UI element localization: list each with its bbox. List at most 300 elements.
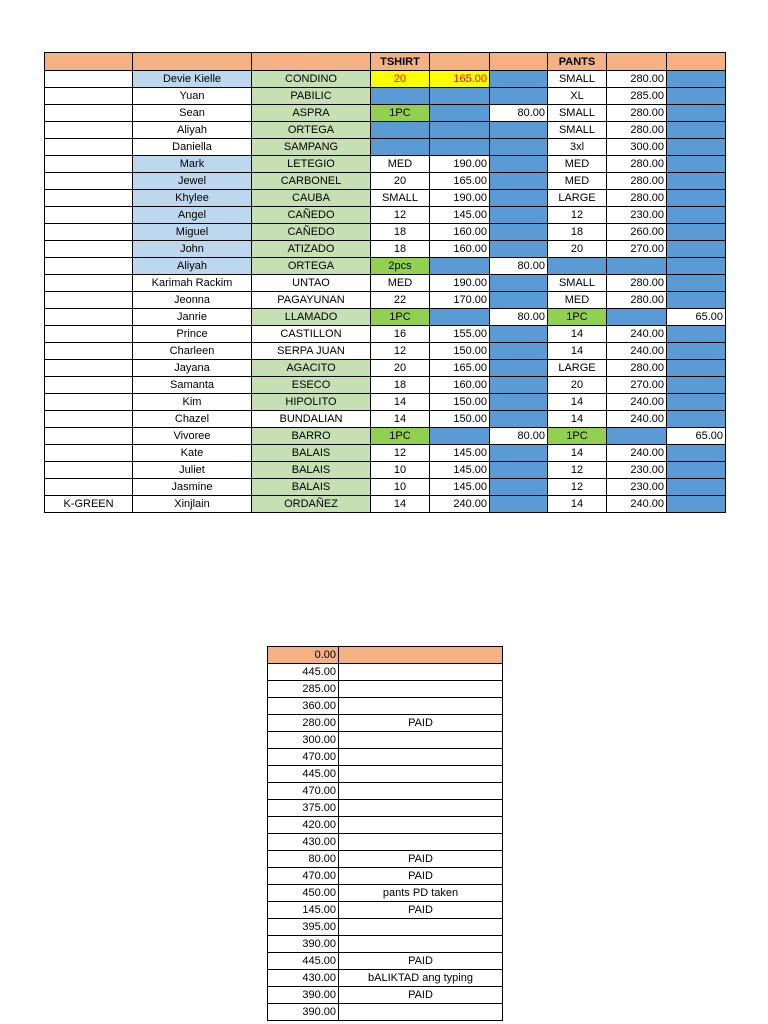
tshirt-price-cell: 150.00 bbox=[430, 411, 490, 428]
tag-cell bbox=[45, 88, 133, 105]
extra-price-cell bbox=[490, 445, 548, 462]
tag-cell bbox=[45, 207, 133, 224]
pants-price-cell: 240.00 bbox=[607, 411, 667, 428]
tshirt-price-cell: 160.00 bbox=[430, 377, 490, 394]
tag-cell bbox=[45, 343, 133, 360]
summary-amount-cell: 420.00 bbox=[268, 817, 339, 834]
column-header: TSHIRT bbox=[371, 53, 430, 71]
tag-cell bbox=[45, 411, 133, 428]
summary-amount-cell: 445.00 bbox=[268, 664, 339, 681]
last-name-cell: CAÑEDO bbox=[252, 224, 371, 241]
pants-size-cell: SMALL bbox=[548, 122, 607, 139]
tshirt-size-cell: 22 bbox=[371, 292, 430, 309]
pants-price-cell: 240.00 bbox=[607, 445, 667, 462]
last-name-cell: BALAIS bbox=[252, 445, 371, 462]
pants-size-cell: SMALL bbox=[548, 105, 607, 122]
tshirt-price-cell bbox=[430, 122, 490, 139]
table-row bbox=[45, 479, 726, 496]
pants-price-cell: 270.00 bbox=[607, 241, 667, 258]
tshirt-price-cell: 160.00 bbox=[430, 224, 490, 241]
tshirt-price-cell: 145.00 bbox=[430, 445, 490, 462]
pants-extra-cell bbox=[667, 343, 726, 360]
last-name-cell: LETEGIO bbox=[252, 156, 371, 173]
pants-price-cell: 280.00 bbox=[607, 156, 667, 173]
column-header bbox=[607, 53, 667, 71]
summary-amount-cell: 390.00 bbox=[268, 987, 339, 1004]
table-row bbox=[45, 292, 726, 309]
pants-size-cell: 14 bbox=[548, 445, 607, 462]
column-header bbox=[133, 53, 252, 71]
summary-status-cell: bALIKTAD ang typing bbox=[339, 970, 503, 987]
pants-extra-cell bbox=[667, 377, 726, 394]
tshirt-price-cell: 145.00 bbox=[430, 207, 490, 224]
pants-extra-cell bbox=[667, 445, 726, 462]
last-name-cell: SAMPANG bbox=[252, 139, 371, 156]
summary-status-cell: PAID bbox=[339, 953, 503, 970]
summary-amount-cell: 450.00 bbox=[268, 885, 339, 902]
first-name-cell: Jasmine bbox=[133, 479, 252, 496]
pants-size-cell: 12 bbox=[548, 207, 607, 224]
tag-cell bbox=[45, 190, 133, 207]
column-header bbox=[430, 53, 490, 71]
tshirt-price-cell: 190.00 bbox=[430, 275, 490, 292]
last-name-cell: CAUBA bbox=[252, 190, 371, 207]
tag-cell bbox=[45, 445, 133, 462]
tag-cell bbox=[45, 71, 133, 88]
pants-price-cell: 240.00 bbox=[607, 496, 667, 513]
extra-price-cell bbox=[490, 394, 548, 411]
summary-status-cell bbox=[339, 732, 503, 749]
pants-extra-cell bbox=[667, 479, 726, 496]
summary-row bbox=[268, 1004, 503, 1021]
column-header bbox=[45, 53, 133, 71]
last-name-cell: CONDINO bbox=[252, 71, 371, 88]
last-name-cell: ATIZADO bbox=[252, 241, 371, 258]
summary-row bbox=[268, 698, 503, 715]
pants-price-cell bbox=[607, 309, 667, 326]
summary-amount-cell: 285.00 bbox=[268, 681, 339, 698]
pants-size-cell: 14 bbox=[548, 411, 607, 428]
table-row bbox=[45, 462, 726, 479]
summary-status-cell bbox=[339, 936, 503, 953]
last-name-cell: ASPRA bbox=[252, 105, 371, 122]
summary-row bbox=[268, 902, 503, 919]
tshirt-price-cell: 145.00 bbox=[430, 462, 490, 479]
last-name-cell: BALAIS bbox=[252, 479, 371, 496]
table-row bbox=[45, 88, 726, 105]
tag-cell bbox=[45, 275, 133, 292]
first-name-cell: Yuan bbox=[133, 88, 252, 105]
extra-price-cell bbox=[490, 207, 548, 224]
first-name-cell: Kim bbox=[133, 394, 252, 411]
pants-price-cell: 280.00 bbox=[607, 71, 667, 88]
pants-size-cell: MED bbox=[548, 173, 607, 190]
pants-size-cell: 12 bbox=[548, 462, 607, 479]
summary-total-cell: 0.00 bbox=[268, 647, 339, 664]
first-name-cell: Khylee bbox=[133, 190, 252, 207]
last-name-cell: ORTEGA bbox=[252, 258, 371, 275]
tshirt-price-cell: 145.00 bbox=[430, 479, 490, 496]
summary-status-cell: PAID bbox=[339, 851, 503, 868]
summary-status-cell: PAID bbox=[339, 868, 503, 885]
pants-size-cell: 12 bbox=[548, 479, 607, 496]
summary-row bbox=[268, 953, 503, 970]
first-name-cell: Jayana bbox=[133, 360, 252, 377]
first-name-cell: Devie Kielle bbox=[133, 71, 252, 88]
table-row bbox=[45, 377, 726, 394]
pants-size-cell: SMALL bbox=[548, 275, 607, 292]
pants-price-cell: 285.00 bbox=[607, 88, 667, 105]
pants-size-cell: 1PC bbox=[548, 309, 607, 326]
extra-price-cell bbox=[490, 326, 548, 343]
summary-row bbox=[268, 919, 503, 936]
pants-price-cell: 260.00 bbox=[607, 224, 667, 241]
table-row bbox=[45, 190, 726, 207]
extra-price-cell bbox=[490, 173, 548, 190]
pants-extra-cell bbox=[667, 462, 726, 479]
tshirt-size-cell: MED bbox=[371, 156, 430, 173]
table-row bbox=[45, 411, 726, 428]
table-row bbox=[45, 139, 726, 156]
extra-price-cell bbox=[490, 275, 548, 292]
last-name-cell: ORTEGA bbox=[252, 122, 371, 139]
column-header bbox=[490, 53, 548, 71]
pants-size-cell: 14 bbox=[548, 343, 607, 360]
pants-size-cell: 1PC bbox=[548, 428, 607, 445]
pants-price-cell: 280.00 bbox=[607, 173, 667, 190]
summary-amount-cell: 360.00 bbox=[268, 698, 339, 715]
extra-price-cell bbox=[490, 139, 548, 156]
pants-extra-cell bbox=[667, 224, 726, 241]
summary-status-cell bbox=[339, 681, 503, 698]
last-name-cell: UNTAO bbox=[252, 275, 371, 292]
pants-price-cell: 280.00 bbox=[607, 360, 667, 377]
summary-row bbox=[268, 681, 503, 698]
summary-amount-cell: 395.00 bbox=[268, 919, 339, 936]
pants-size-cell: 14 bbox=[548, 326, 607, 343]
pants-extra-cell bbox=[667, 173, 726, 190]
table-row bbox=[45, 173, 726, 190]
tag-cell bbox=[45, 462, 133, 479]
pants-size-cell: 14 bbox=[548, 496, 607, 513]
first-name-cell: Jeonna bbox=[133, 292, 252, 309]
tshirt-size-cell: 10 bbox=[371, 462, 430, 479]
pants-extra-cell: 65.00 bbox=[667, 309, 726, 326]
summary-row bbox=[268, 783, 503, 800]
tshirt-price-cell bbox=[430, 139, 490, 156]
tshirt-size-cell: 1PC bbox=[371, 309, 430, 326]
first-name-cell: Charleen bbox=[133, 343, 252, 360]
pants-extra-cell bbox=[667, 258, 726, 275]
summary-row bbox=[268, 664, 503, 681]
last-name-cell: CARBONEL bbox=[252, 173, 371, 190]
pants-extra-cell bbox=[667, 241, 726, 258]
tshirt-size-cell: 20 bbox=[371, 71, 430, 88]
pants-extra-cell bbox=[667, 122, 726, 139]
first-name-cell: Janrie bbox=[133, 309, 252, 326]
pants-extra-cell bbox=[667, 275, 726, 292]
last-name-cell: CASTILLON bbox=[252, 326, 371, 343]
column-header: PANTS bbox=[548, 53, 607, 71]
extra-price-cell: 80.00 bbox=[490, 428, 548, 445]
first-name-cell: Kate bbox=[133, 445, 252, 462]
pants-price-cell: 280.00 bbox=[607, 122, 667, 139]
pants-extra-cell bbox=[667, 71, 726, 88]
tshirt-size-cell: SMALL bbox=[371, 190, 430, 207]
first-name-cell: Jewel bbox=[133, 173, 252, 190]
last-name-cell: ESECO bbox=[252, 377, 371, 394]
summary-amount-cell: 470.00 bbox=[268, 749, 339, 766]
pants-extra-cell bbox=[667, 394, 726, 411]
tshirt-size-cell: 18 bbox=[371, 241, 430, 258]
first-name-cell: Daniella bbox=[133, 139, 252, 156]
summary-amount-cell: 445.00 bbox=[268, 766, 339, 783]
extra-price-cell bbox=[490, 190, 548, 207]
pants-price-cell: 230.00 bbox=[607, 479, 667, 496]
summary-status-cell: PAID bbox=[339, 902, 503, 919]
table-row bbox=[45, 394, 726, 411]
tshirt-price-cell: 155.00 bbox=[430, 326, 490, 343]
first-name-cell: John bbox=[133, 241, 252, 258]
tshirt-price-cell: 190.00 bbox=[430, 156, 490, 173]
extra-price-cell bbox=[490, 292, 548, 309]
pants-extra-cell: 65.00 bbox=[667, 428, 726, 445]
pants-extra-cell bbox=[667, 292, 726, 309]
tag-cell: K-GREEN bbox=[45, 496, 133, 513]
tshirt-price-cell bbox=[430, 428, 490, 445]
last-name-cell: HIPOLITO bbox=[252, 394, 371, 411]
column-header bbox=[667, 53, 726, 71]
first-name-cell: Xinjlain bbox=[133, 496, 252, 513]
tshirt-size-cell: 18 bbox=[371, 377, 430, 394]
first-name-cell: Aliyah bbox=[133, 258, 252, 275]
pants-price-cell: 300.00 bbox=[607, 139, 667, 156]
pants-size-cell: XL bbox=[548, 88, 607, 105]
summary-status-cell bbox=[339, 919, 503, 936]
pants-price-cell bbox=[607, 258, 667, 275]
summary-amount-cell: 470.00 bbox=[268, 868, 339, 885]
extra-price-cell bbox=[490, 343, 548, 360]
summary-row bbox=[268, 936, 503, 953]
extra-price-cell bbox=[490, 241, 548, 258]
tshirt-price-cell bbox=[430, 258, 490, 275]
summary-status-cell: PAID bbox=[339, 987, 503, 1004]
summary-amount-cell: 470.00 bbox=[268, 783, 339, 800]
tshirt-size-cell bbox=[371, 122, 430, 139]
extra-price-cell bbox=[490, 71, 548, 88]
column-header bbox=[252, 53, 371, 71]
tshirt-size-cell: MED bbox=[371, 275, 430, 292]
table-header-row bbox=[45, 53, 726, 71]
table-row bbox=[45, 207, 726, 224]
summary-amount-cell: 430.00 bbox=[268, 970, 339, 987]
tshirt-size-cell: 18 bbox=[371, 224, 430, 241]
pants-size-cell: 20 bbox=[548, 377, 607, 394]
summary-status-cell bbox=[339, 783, 503, 800]
summary-row bbox=[268, 732, 503, 749]
summary-amount-cell: 445.00 bbox=[268, 953, 339, 970]
tag-cell bbox=[45, 105, 133, 122]
tshirt-price-cell: 160.00 bbox=[430, 241, 490, 258]
tshirt-size-cell: 1PC bbox=[371, 105, 430, 122]
table-row bbox=[45, 360, 726, 377]
pants-extra-cell bbox=[667, 156, 726, 173]
first-name-cell: Miguel bbox=[133, 224, 252, 241]
pants-extra-cell bbox=[667, 411, 726, 428]
tshirt-size-cell: 14 bbox=[371, 411, 430, 428]
tag-cell bbox=[45, 258, 133, 275]
summary-amount-cell: 375.00 bbox=[268, 800, 339, 817]
extra-price-cell: 80.00 bbox=[490, 309, 548, 326]
table-row bbox=[45, 258, 726, 275]
tshirt-price-cell bbox=[430, 105, 490, 122]
table-row bbox=[45, 326, 726, 343]
last-name-cell: SERPA JUAN bbox=[252, 343, 371, 360]
summary-row bbox=[268, 817, 503, 834]
summary-status-cell bbox=[339, 749, 503, 766]
table-row bbox=[45, 445, 726, 462]
summary-status-cell: pants PD taken bbox=[339, 885, 503, 902]
pants-extra-cell bbox=[667, 88, 726, 105]
first-name-cell: Aliyah bbox=[133, 122, 252, 139]
summary-status-cell bbox=[339, 800, 503, 817]
tshirt-price-cell: 165.00 bbox=[430, 173, 490, 190]
pants-extra-cell bbox=[667, 360, 726, 377]
summary-amount-cell: 145.00 bbox=[268, 902, 339, 919]
pants-size-cell: MED bbox=[548, 156, 607, 173]
tag-cell bbox=[45, 292, 133, 309]
tag-cell bbox=[45, 394, 133, 411]
first-name-cell: Prince bbox=[133, 326, 252, 343]
extra-price-cell bbox=[490, 496, 548, 513]
tshirt-size-cell: 14 bbox=[371, 496, 430, 513]
pants-price-cell: 270.00 bbox=[607, 377, 667, 394]
pants-extra-cell bbox=[667, 326, 726, 343]
tshirt-price-cell: 150.00 bbox=[430, 343, 490, 360]
tag-cell bbox=[45, 428, 133, 445]
pants-size-cell: 3xl bbox=[548, 139, 607, 156]
tag-cell bbox=[45, 326, 133, 343]
pants-size-cell: 20 bbox=[548, 241, 607, 258]
summary-status-cell bbox=[339, 817, 503, 834]
summary-amount-cell: 390.00 bbox=[268, 936, 339, 953]
extra-price-cell bbox=[490, 122, 548, 139]
extra-price-cell bbox=[490, 156, 548, 173]
table-row bbox=[45, 275, 726, 292]
extra-price-cell bbox=[490, 360, 548, 377]
pants-price-cell bbox=[607, 428, 667, 445]
summary-amount-cell: 390.00 bbox=[268, 1004, 339, 1021]
table-row bbox=[45, 71, 726, 88]
summary-row bbox=[268, 800, 503, 817]
pants-price-cell: 280.00 bbox=[607, 292, 667, 309]
first-name-cell: Chazel bbox=[133, 411, 252, 428]
table-row bbox=[45, 309, 726, 326]
orders-table bbox=[44, 52, 726, 513]
tshirt-price-cell: 165.00 bbox=[430, 360, 490, 377]
tshirt-size-cell: 12 bbox=[371, 207, 430, 224]
pants-price-cell: 280.00 bbox=[607, 190, 667, 207]
tshirt-size-cell: 12 bbox=[371, 343, 430, 360]
tshirt-size-cell: 14 bbox=[371, 394, 430, 411]
summary-row bbox=[268, 834, 503, 851]
last-name-cell: ORDAÑEZ bbox=[252, 496, 371, 513]
summary-row bbox=[268, 715, 503, 732]
extra-price-cell bbox=[490, 479, 548, 496]
pants-price-cell: 240.00 bbox=[607, 326, 667, 343]
pants-price-cell: 230.00 bbox=[607, 462, 667, 479]
summary-header-row bbox=[268, 647, 503, 664]
tshirt-price-cell bbox=[430, 88, 490, 105]
table-row bbox=[45, 156, 726, 173]
summary-status-cell: PAID bbox=[339, 715, 503, 732]
pants-price-cell: 230.00 bbox=[607, 207, 667, 224]
tshirt-price-cell: 165.00 bbox=[430, 71, 490, 88]
extra-price-cell bbox=[490, 377, 548, 394]
pants-extra-cell bbox=[667, 190, 726, 207]
tshirt-size-cell: 12 bbox=[371, 445, 430, 462]
table-row bbox=[45, 241, 726, 258]
summary-row bbox=[268, 749, 503, 766]
tshirt-size-cell bbox=[371, 88, 430, 105]
tshirt-size-cell: 1PC bbox=[371, 428, 430, 445]
summary-status-cell bbox=[339, 698, 503, 715]
first-name-cell: Karimah Rackim bbox=[133, 275, 252, 292]
tag-cell bbox=[45, 224, 133, 241]
extra-price-cell bbox=[490, 88, 548, 105]
last-name-cell: LLAMADO bbox=[252, 309, 371, 326]
tshirt-size-cell: 2pcs bbox=[371, 258, 430, 275]
pants-size-cell bbox=[548, 258, 607, 275]
summary-row bbox=[268, 885, 503, 902]
first-name-cell: Sean bbox=[133, 105, 252, 122]
last-name-cell: PAGAYUNAN bbox=[252, 292, 371, 309]
summary-amount-cell: 280.00 bbox=[268, 715, 339, 732]
tshirt-size-cell: 20 bbox=[371, 360, 430, 377]
summary-amount-cell: 300.00 bbox=[268, 732, 339, 749]
tag-cell bbox=[45, 377, 133, 394]
tag-cell bbox=[45, 479, 133, 496]
pants-size-cell: 18 bbox=[548, 224, 607, 241]
first-name-cell: Samanta bbox=[133, 377, 252, 394]
table-row bbox=[45, 428, 726, 445]
pants-extra-cell bbox=[667, 139, 726, 156]
table-row bbox=[45, 496, 726, 513]
pants-size-cell: MED bbox=[548, 292, 607, 309]
summary-amount-cell: 430.00 bbox=[268, 834, 339, 851]
tshirt-price-cell: 170.00 bbox=[430, 292, 490, 309]
tshirt-size-cell: 20 bbox=[371, 173, 430, 190]
last-name-cell: CAÑEDO bbox=[252, 207, 371, 224]
last-name-cell: AGACITO bbox=[252, 360, 371, 377]
tshirt-price-cell: 190.00 bbox=[430, 190, 490, 207]
pants-extra-cell bbox=[667, 207, 726, 224]
extra-price-cell bbox=[490, 411, 548, 428]
summary-row bbox=[268, 987, 503, 1004]
summary-status-cell bbox=[339, 664, 503, 681]
pants-size-cell: LARGE bbox=[548, 190, 607, 207]
tag-cell bbox=[45, 156, 133, 173]
summary-status-cell bbox=[339, 766, 503, 783]
extra-price-cell bbox=[490, 462, 548, 479]
summary-table bbox=[267, 646, 503, 1021]
last-name-cell: BUNDALIAN bbox=[252, 411, 371, 428]
pants-extra-cell bbox=[667, 105, 726, 122]
tshirt-size-cell: 16 bbox=[371, 326, 430, 343]
summary-row bbox=[268, 868, 503, 885]
summary-row bbox=[268, 851, 503, 868]
pants-price-cell: 240.00 bbox=[607, 394, 667, 411]
